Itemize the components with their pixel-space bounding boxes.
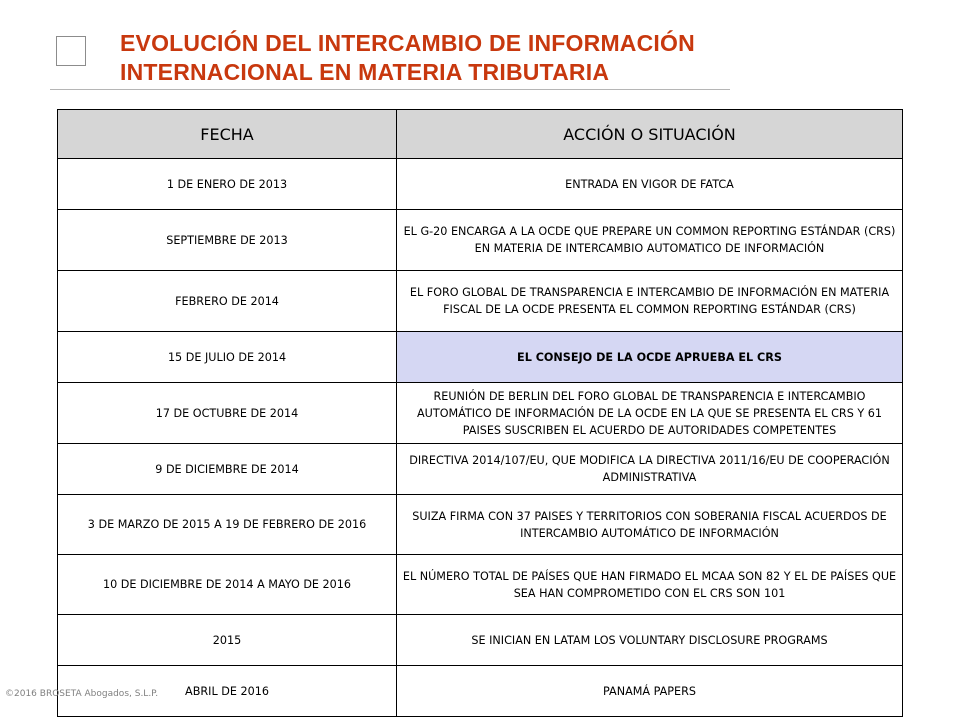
fecha-cell: FEBRERO DE 2014 (58, 271, 397, 332)
accion-cell: EL G-20 ENCARGA A LA OCDE QUE PREPARE UN COMMON REPORTING ESTÁNDAR (CRS) EN MATERIA DE INTERCAMBIO AUTOMATICO DE INFORMACIÓN (397, 210, 903, 271)
accion-cell: REUNIÓN DE BERLIN DEL FORO GLOBAL DE TRANSPARENCIA E INTERCAMBIO AUTOMÁTICO DE INFORMACIÓN DE LA OCDE EN LA QUE SE PRESENTA EL CRS Y 61 PAISES SUSCRIBEN EL ACUERDO DE AUTORIDADES COMPETENTES (397, 383, 903, 444)
fecha-cell: 17 DE OCTUBRE DE 2014 (58, 383, 397, 444)
timeline-table (57, 109, 903, 717)
accion-cell: SUIZA FIRMA CON 37 PAISES Y TERRITORIOS CON SOBERANIA FISCAL ACUERDOS DE INTERCAMBIO AUTOMÁTICO DE INFORMACIÓN (397, 495, 903, 555)
table-row (58, 615, 903, 666)
column-header-fecha: FECHA (58, 110, 397, 159)
table-row (58, 495, 903, 555)
page-title (120, 29, 695, 87)
table-row-highlighted (58, 332, 903, 383)
table-row (58, 210, 903, 271)
table-header-row (58, 110, 903, 159)
accion-cell: DIRECTIVA 2014/107/EU, QUE MODIFICA LA DIRECTIVA 2011/16/EU DE COOPERACIÓN ADMINISTRATIVA (397, 444, 903, 495)
table-row (58, 383, 903, 444)
fecha-cell: ABRIL DE 2016 (58, 666, 397, 717)
fecha-cell: 3 DE MARZO DE 2015 A 19 DE FEBRERO DE 2016 (58, 495, 397, 555)
title-line-1: EVOLUCIÓN DEL INTERCAMBIO DE INFORMACIÓN (120, 30, 695, 56)
table-row (58, 444, 903, 495)
title-line-2: INTERNACIONAL EN MATERIA TRIBUTARIA (120, 59, 610, 85)
fecha-cell: 9 DE DICIEMBRE DE 2014 (58, 444, 397, 495)
accion-cell: EL NÚMERO TOTAL DE PAÍSES QUE HAN FIRMADO EL MCAA SON 82 Y EL DE PAÍSES QUE SEA HAN COMPROMETIDO CON EL CRS SON 101 (397, 555, 903, 615)
accion-cell: EL CONSEJO DE LA OCDE APRUEBA EL CRS (397, 332, 903, 383)
column-header-accion: ACCIÓN O SITUACIÓN (397, 110, 903, 159)
logo-box (56, 36, 86, 66)
table-row (58, 666, 903, 717)
accion-cell: PANAMÁ PAPERS (397, 666, 903, 717)
accion-cell: ENTRADA EN VIGOR DE FATCA (397, 159, 903, 210)
accion-cell: EL FORO GLOBAL DE TRANSPARENCIA E INTERCAMBIO DE INFORMACIÓN EN MATERIA FISCAL DE LA OCDE PRESENTA EL COMMON REPORTING ESTÁNDAR (CRS) (397, 271, 903, 332)
fecha-cell: 2015 (58, 615, 397, 666)
fecha-cell: 10 DE DICIEMBRE DE 2014 A MAYO DE 2016 (58, 555, 397, 615)
fecha-cell: 1 DE ENERO DE 2013 (58, 159, 397, 210)
table-row (58, 271, 903, 332)
copyright-notice: ©2016 BROSETA Abogados, S.L.P. (5, 689, 159, 699)
title-divider (50, 89, 730, 90)
fecha-cell: 15 DE JULIO DE 2014 (58, 332, 397, 383)
fecha-cell: SEPTIEMBRE DE 2013 (58, 210, 397, 271)
accion-cell: SE INICIAN EN LATAM LOS VOLUNTARY DISCLOSURE PROGRAMS (397, 615, 903, 666)
table-row (58, 159, 903, 210)
table-row (58, 555, 903, 615)
